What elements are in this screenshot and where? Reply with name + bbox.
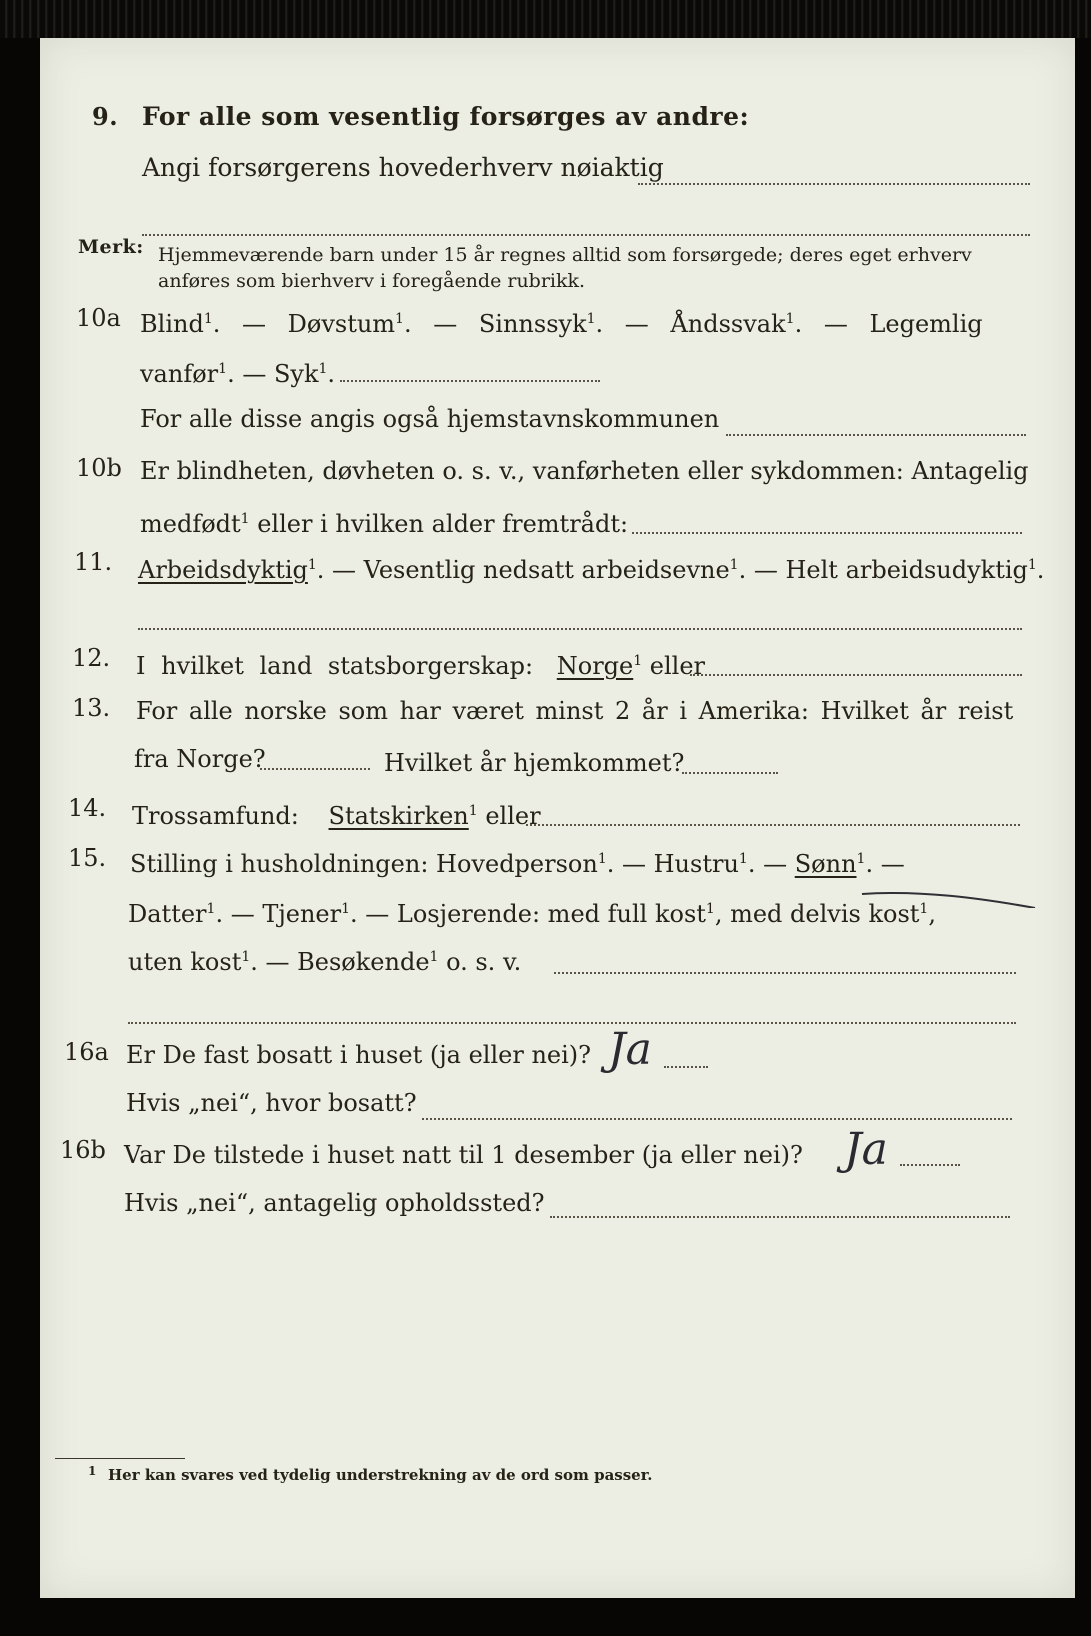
- q10a-period: .: [327, 360, 336, 388]
- q15-besokende: . — Besøkende: [250, 948, 430, 976]
- sup-mark: 1: [468, 803, 478, 819]
- footnote-mark: 1: [88, 1464, 97, 1478]
- sup-mark: 1: [429, 949, 439, 965]
- q15-hovedperson: Stilling i husholdningen: Hovedperson: [130, 850, 598, 878]
- sup-mark: 1: [785, 311, 795, 327]
- q15-sonn-underlined: Sønn: [794, 850, 857, 878]
- q13-hjemkommet-answer-line[interactable]: [682, 772, 778, 774]
- merk-line-2: anføres som bierhverv i foregående rubrikk.: [158, 270, 586, 292]
- q13-reist-answer-line[interactable]: [260, 768, 370, 770]
- q14-answer-line[interactable]: [526, 824, 1020, 826]
- q9-answer-line[interactable]: [638, 183, 1030, 185]
- q10a-syk: . — Syk: [227, 360, 319, 388]
- q16a-line-2: Hvis „nei“, hvor bosatt?: [126, 1089, 417, 1117]
- q16a-line-1: Er De fast bosatt i huset (ja eller nei)?: [126, 1041, 592, 1069]
- merk-line-1: Hjemmeværende barn under 15 år regnes alltid som forsørgede; deres eget erhverv: [158, 244, 972, 266]
- sup-mark: 1: [586, 311, 596, 327]
- q10b-number: 10b: [76, 454, 122, 482]
- q15-line-2: [128, 894, 936, 929]
- q10b-alder: eller i hvilken alder fremtrådt:: [249, 510, 629, 538]
- census-form-page: [40, 38, 1075, 1598]
- q10b-line-1: Er blindheten, døvheten o. s. v., vanførheten eller sykdommen: Antagelig: [140, 457, 1029, 485]
- q10a-dovstum: . — Døvstum: [212, 310, 396, 338]
- q11-answer-line[interactable]: [138, 628, 1022, 630]
- q9-number: 9.: [92, 102, 119, 131]
- q10a-line-2: [140, 354, 335, 389]
- scan-top-edge: [0, 0, 1091, 38]
- q11-line: [138, 550, 1044, 585]
- q9-answer-line-2[interactable]: [142, 234, 1030, 236]
- sup-mark: 1: [856, 851, 866, 867]
- q15-datter: Datter: [128, 900, 207, 928]
- sup-mark: 1: [919, 901, 929, 917]
- q10a-blind: Blind: [140, 310, 204, 338]
- q11-nedsatt: . — Vesentlig nedsatt arbeidsevne: [316, 556, 730, 584]
- q11-period: .: [1036, 556, 1045, 584]
- sup-mark: 1: [633, 653, 643, 669]
- q10a-number: 10a: [76, 304, 121, 332]
- q15-osv: o. s. v.: [438, 948, 522, 976]
- q9-line: Angi forsørgerens hovederhverv nøiaktig: [142, 153, 664, 182]
- q16a-handwritten-answer: Ja: [608, 1024, 652, 1075]
- q16b-opholdssted-answer-line[interactable]: [550, 1216, 1010, 1218]
- q15-dash-2: . —: [865, 850, 905, 878]
- sup-mark: 1: [203, 311, 213, 327]
- sup-mark: 1: [1027, 557, 1037, 573]
- sup-mark: 1: [738, 851, 748, 867]
- q12-eller: eller: [642, 652, 706, 680]
- q16a-number: 16a: [64, 1038, 109, 1066]
- q15-hustru: . — Hustru: [606, 850, 739, 878]
- sup-mark: 1: [597, 851, 607, 867]
- q10a-syk-answer-line[interactable]: [340, 380, 600, 382]
- q14-statskirken-underlined: Statskirken: [328, 802, 469, 830]
- q15-answer-line-2[interactable]: [128, 1022, 1016, 1024]
- q12-answer-line[interactable]: [690, 674, 1022, 676]
- q10a-vanfor: vanfør: [140, 360, 219, 388]
- q10b-line-2: [140, 504, 628, 539]
- q10a-andssvak: . — Åndssvak: [595, 310, 786, 338]
- q14-number: 14.: [68, 794, 107, 822]
- q14-line: [132, 796, 541, 831]
- q15-pen-stroke: [860, 868, 1040, 908]
- merk-label: Merk:: [78, 236, 144, 258]
- q15-comma: ,: [928, 900, 936, 928]
- sup-mark: 1: [240, 511, 250, 527]
- q16b-line-1: Var De tilstede i huset natt til 1 desember (ja eller nei)?: [124, 1141, 803, 1169]
- q14-eller: eller: [477, 802, 541, 830]
- q14-question: Trossamfund:: [132, 802, 299, 830]
- sup-mark: 1: [307, 557, 317, 573]
- sup-mark: 1: [395, 311, 404, 327]
- sup-mark: 1: [341, 901, 351, 917]
- q13-line-2b: Hvilket år hjemkommet?: [384, 749, 685, 777]
- q16b-number: 16b: [60, 1136, 106, 1164]
- q15-line-1: [130, 844, 905, 879]
- sup-mark: 1: [241, 949, 251, 965]
- q10a-legemlig: . — Legemlig: [794, 310, 983, 338]
- footnote-text: Her kan svares ved tydelig understrekning av de ord som passer.: [108, 1466, 653, 1484]
- q11-udyktig: . — Helt arbeidsudyktig: [738, 556, 1028, 584]
- sup-mark: 1: [206, 901, 216, 917]
- q9-title: For alle som vesentlig forsørges av andre:: [142, 102, 750, 131]
- q16b-answer-line[interactable]: [900, 1164, 960, 1166]
- sup-mark: 1: [705, 901, 715, 917]
- q10a-line-1: [140, 304, 983, 339]
- q15-number: 15.: [68, 844, 107, 872]
- q12-norge-underlined: Norge: [556, 652, 634, 680]
- q12-number: 12.: [72, 644, 111, 672]
- q15-line-3: [128, 942, 521, 977]
- q10b-answer-line[interactable]: [632, 532, 1022, 534]
- q15-uten-kost: uten kost: [128, 948, 242, 976]
- q12-line: [136, 646, 705, 681]
- q10a-hjemstavn-answer-line[interactable]: [726, 434, 1026, 436]
- q15-delvis-kost: , med delvis kost: [714, 900, 920, 928]
- q10a-sinnssyk: . — Sinnssyk: [403, 310, 587, 338]
- q13-number: 13.: [72, 694, 111, 722]
- q15-losjerende: . — Losjerende: med full kost: [350, 900, 706, 928]
- q16b-handwritten-answer: Ja: [844, 1124, 888, 1175]
- q13-line-2a: fra Norge?: [134, 745, 266, 773]
- q16b-line-2: Hvis „nei“, antagelig opholdssted?: [124, 1189, 545, 1217]
- q15-answer-line[interactable]: [554, 972, 1016, 974]
- sup-mark: 1: [729, 557, 739, 573]
- q16a-bosatt-answer-line[interactable]: [422, 1118, 1012, 1120]
- q15-tjener: . — Tjener: [215, 900, 342, 928]
- q10a-line-3: For alle disse angis også hjemstavnskommunen: [140, 405, 720, 433]
- q15-dash: . —: [747, 850, 795, 878]
- q10b-medfodt: medfødt: [140, 510, 241, 538]
- q11-arbeidsdyktig-underlined: Arbeidsdyktig: [138, 556, 308, 584]
- q13-line-1: For alle norske som har været minst 2 år i Amerika: Hvilket år reist: [136, 697, 1014, 725]
- sup-mark: 1: [318, 361, 328, 377]
- sup-mark: 1: [218, 361, 228, 377]
- q16a-answer-line[interactable]: [664, 1066, 708, 1068]
- footnote-rule: [55, 1458, 185, 1459]
- q12-question: I hvilket land statsborgerskap:: [136, 652, 534, 680]
- q11-number: 11.: [74, 548, 113, 576]
